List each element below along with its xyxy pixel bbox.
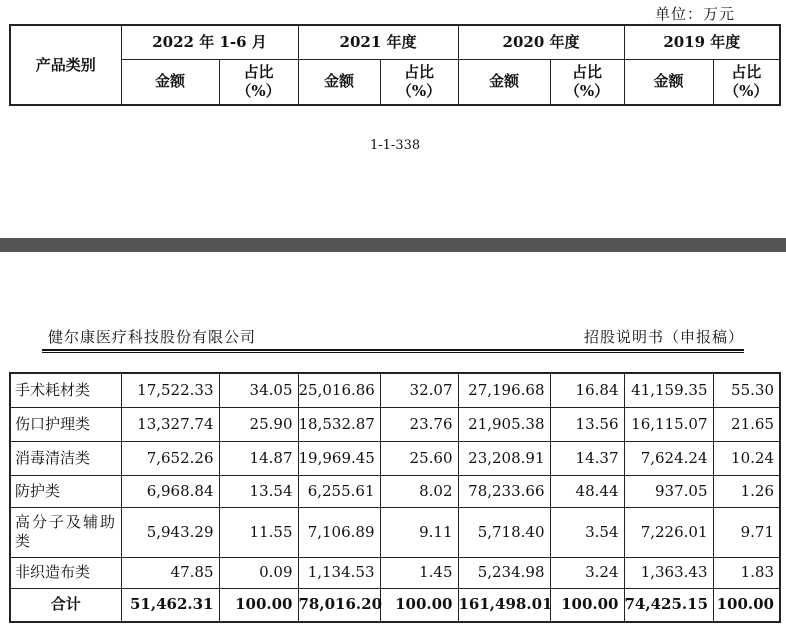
amount-cell: 21,905.38	[458, 407, 550, 441]
category-header: 产品类别	[10, 25, 121, 105]
amount-cell: 41,159.35	[624, 373, 713, 407]
amount-cell: 7,226.01	[624, 507, 713, 557]
share-cell: 25.60	[380, 441, 458, 475]
period-header: 2021 年度	[298, 25, 458, 59]
table-row	[10, 407, 780, 441]
share-cell: 3.24	[550, 557, 624, 588]
total-share-cell: 100.00	[713, 588, 780, 622]
amount-header: 金额	[298, 59, 380, 105]
share-cell: 13.54	[219, 475, 298, 507]
company-name: 健尔康医疗科技股份有限公司	[48, 328, 257, 346]
total-label: 合计	[10, 588, 121, 622]
table-row	[10, 475, 780, 507]
share-cell: 21.65	[713, 407, 780, 441]
period-header: 2019 年度	[624, 25, 780, 59]
share-cell: 16.84	[550, 373, 624, 407]
table-header-block	[9, 24, 781, 106]
share-cell: 11.55	[219, 507, 298, 557]
amount-cell: 6,255.61	[298, 475, 380, 507]
amount-cell: 5,234.98	[458, 557, 550, 588]
share-header-line2: （%）	[236, 81, 281, 100]
share-cell: 34.05	[219, 373, 298, 407]
amount-cell: 19,969.45	[298, 441, 380, 475]
share-cell: 14.87	[219, 441, 298, 475]
period-header: 2022 年 1-6 月	[121, 25, 298, 59]
amount-cell: 1,134.53	[298, 557, 380, 588]
share-header	[380, 59, 458, 105]
page-separator	[0, 238, 786, 252]
category-cell: 非织造布类	[10, 557, 121, 588]
amount-cell: 5,943.29	[121, 507, 219, 557]
header-rule	[42, 349, 744, 351]
share-cell: 23.76	[380, 407, 458, 441]
share-cell: 9.11	[380, 507, 458, 557]
share-cell: 13.56	[550, 407, 624, 441]
total-row	[10, 588, 780, 622]
share-cell: 3.54	[550, 507, 624, 557]
unit-label: 单位：万元	[655, 5, 736, 23]
table-row	[10, 373, 780, 407]
amount-cell: 7,106.89	[298, 507, 380, 557]
amount-cell: 13,327.74	[121, 407, 219, 441]
amount-cell: 6,968.84	[121, 475, 219, 507]
amount-header: 金额	[121, 59, 219, 105]
share-cell: 1.83	[713, 557, 780, 588]
total-amount-cell: 74,425.15	[624, 588, 713, 622]
share-cell: 55.30	[713, 373, 780, 407]
share-header	[550, 59, 624, 105]
revenue-table	[9, 372, 781, 623]
category-cell: 消毒清洁类	[10, 441, 121, 475]
share-cell: 1.45	[380, 557, 458, 588]
total-share-cell: 100.00	[219, 588, 298, 622]
page-number: 1-1-338	[370, 138, 421, 153]
amount-cell: 5,718.40	[458, 507, 550, 557]
total-share-cell: 100.00	[550, 588, 624, 622]
share-cell: 25.90	[219, 407, 298, 441]
share-cell: 14.37	[550, 441, 624, 475]
amount-cell: 937.05	[624, 475, 713, 507]
total-amount-cell: 78,016.20	[298, 588, 380, 622]
amount-cell: 7,652.26	[121, 441, 219, 475]
amount-cell: 23,208.91	[458, 441, 550, 475]
share-header-line1: 占比	[731, 62, 762, 81]
share-header	[713, 59, 780, 105]
total-amount-cell: 161,498.01	[458, 588, 550, 622]
share-cell: 0.09	[219, 557, 298, 588]
amount-cell: 17,522.33	[121, 373, 219, 407]
share-header-line1: 占比	[404, 62, 435, 81]
amount-cell: 1,363.43	[624, 557, 713, 588]
share-header-line2: （%）	[396, 81, 442, 100]
period-header: 2020 年度	[458, 25, 624, 59]
amount-cell: 78,233.66	[458, 475, 550, 507]
amount-cell: 25,016.86	[298, 373, 380, 407]
share-cell: 10.24	[713, 441, 780, 475]
share-header-line2: （%）	[724, 81, 769, 100]
amount-cell: 27,196.68	[458, 373, 550, 407]
amount-header: 金额	[458, 59, 550, 105]
table-row	[10, 557, 780, 588]
header-rule	[42, 352, 744, 353]
document-title: 招股说明书（申报稿）	[583, 328, 744, 346]
share-cell: 32.07	[380, 373, 458, 407]
category-cell: 伤口护理类	[10, 407, 121, 441]
category-cell: 高分子及辅助类	[10, 507, 121, 557]
total-amount-cell: 51,462.31	[121, 588, 219, 622]
category-cell: 手术耗材类	[10, 373, 121, 407]
table-row	[10, 507, 780, 557]
share-header-line1: 占比	[572, 62, 603, 81]
share-cell: 1.26	[713, 475, 780, 507]
total-share-cell: 100.00	[380, 588, 458, 622]
share-header-line1: 占比	[243, 62, 274, 81]
share-cell: 48.44	[550, 475, 624, 507]
amount-cell: 7,624.24	[624, 441, 713, 475]
category-cell: 防护类	[10, 475, 121, 507]
share-header-line2: （%）	[564, 81, 610, 100]
amount-cell: 47.85	[121, 557, 219, 588]
share-cell: 8.02	[380, 475, 458, 507]
share-cell: 9.71	[713, 507, 780, 557]
amount-cell: 16,115.07	[624, 407, 713, 441]
amount-header: 金额	[624, 59, 713, 105]
share-header	[219, 59, 298, 105]
table-row	[10, 441, 780, 475]
amount-cell: 18,532.87	[298, 407, 380, 441]
